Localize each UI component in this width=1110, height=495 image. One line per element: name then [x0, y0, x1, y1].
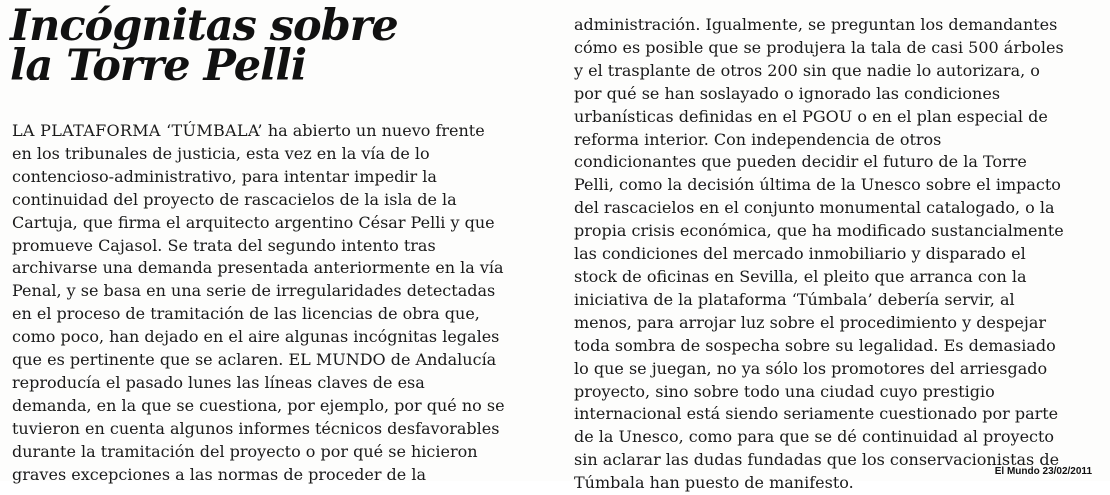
body-line: tuvieron en cuenta algunos informes técnicos desfavorables [12, 418, 500, 438]
body-line: Pelli, como la decisión última de la Unesco sobre el impacto [574, 175, 1061, 195]
body-line: reproducía el pasado lunes las líneas claves de esa [12, 372, 425, 392]
body-line: en los tribunales de justicia, esta vez en la vía de lo [12, 143, 430, 163]
body-line: sin aclarar las dudas fundadas que los conservacionistas de [574, 450, 1060, 470]
body-line: en el proceso de tramitación de las licencias de obra que, [12, 304, 480, 324]
body-line: contencioso-administrativo, para intentar impedir la [12, 166, 437, 186]
body-line: como poco, han dejado en el aire algunas incógnitas legales [12, 327, 500, 347]
body-line: iniciativa de la plataforma ‘Túmbala’ debería servir, al [574, 289, 1015, 309]
body-line: propia crisis económica, que ha modificado sustancialmente [574, 221, 1064, 241]
body-line: cómo es posible que se produjera la tala de casi 500 árboles [574, 37, 1064, 57]
article-column-left [12, 120, 544, 487]
body-line: graves excepciones a las normas de proceder de la [12, 464, 426, 484]
body-line-text: ha abierto un nuevo frente [262, 121, 485, 140]
body-line: promueve Cajasol. Se trata del segundo intento tras [12, 235, 436, 255]
body-line: archivarse una demanda presentada anteriormente en la vía [12, 258, 504, 278]
body-line: internacional está siendo seriamente cuestionado por parte [574, 404, 1059, 424]
headline-line-2: la Torre Pelli [10, 41, 307, 91]
body-line: toda sombra de sospecha sobre su legalidad. Es demasiado [574, 335, 1056, 355]
body-line: reforma interior. Con independencia de otros [574, 129, 942, 149]
body-line: continuidad del proyecto de rascacielos de la isla de la [12, 189, 457, 209]
body-line: las condiciones del mercado inmobiliario y disparado el [574, 244, 1026, 264]
body-line: Penal, y se basa en una serie de irregularidades detectadas [12, 281, 496, 301]
body-line: stock de oficinas en Sevilla, el pleito que arranca con la [574, 266, 1027, 286]
body-line: durante la tramitación del proyecto o por qué se hicieron [12, 441, 478, 461]
body-line: urbanísticas definidas en el PGOU o en el plan especial de [574, 106, 1048, 126]
body-line: del rascacielos en el conjunto monumental catalogado, o la [574, 198, 1055, 218]
body-line: que es pertinente que se aclaren. EL MUNDO de Andalucía [12, 350, 497, 370]
lead-in: LA PLATAFORMA ‘TÚMBALA’ [12, 121, 263, 140]
body-line: lo que se juegan, no ya sólo los promotores del arriesgado [574, 358, 1048, 378]
body-line: y el trasplante de otros 200 sin que nadie lo autorizara, o [574, 60, 1040, 80]
article-headline [10, 1, 530, 91]
body-line: condicionantes que pueden decidir el futuro de la Torre [574, 152, 1027, 172]
body-line: menos, para arrojar luz sobre el procedimiento y despejar [574, 312, 1047, 332]
article-column-right [574, 14, 1104, 495]
body-line: administración. Igualmente, se preguntan los demandantes [574, 15, 1058, 34]
body-line: demanda, en la que se cuestiona, por ejemplo, por qué no se [12, 395, 505, 415]
source-credit: El Mundo 23/02/2011 [994, 466, 1092, 477]
body-line: de la Unesco, como para que se dé continuidad al proyecto [574, 427, 1055, 447]
body-line: por qué se han soslayado o ignorado las condiciones [574, 83, 1001, 103]
body-line: proyecto, sino sobre todo una ciudad cuyo prestigio [574, 381, 995, 401]
body-line: Túmbala han puesto de manifesto. [574, 473, 854, 493]
body-line [12, 120, 544, 143]
headline-line-1: Incógnitas sobre [10, 1, 398, 51]
body-line: Cartuja, que firma el arquitecto argentino César Pelli y que [12, 212, 495, 232]
